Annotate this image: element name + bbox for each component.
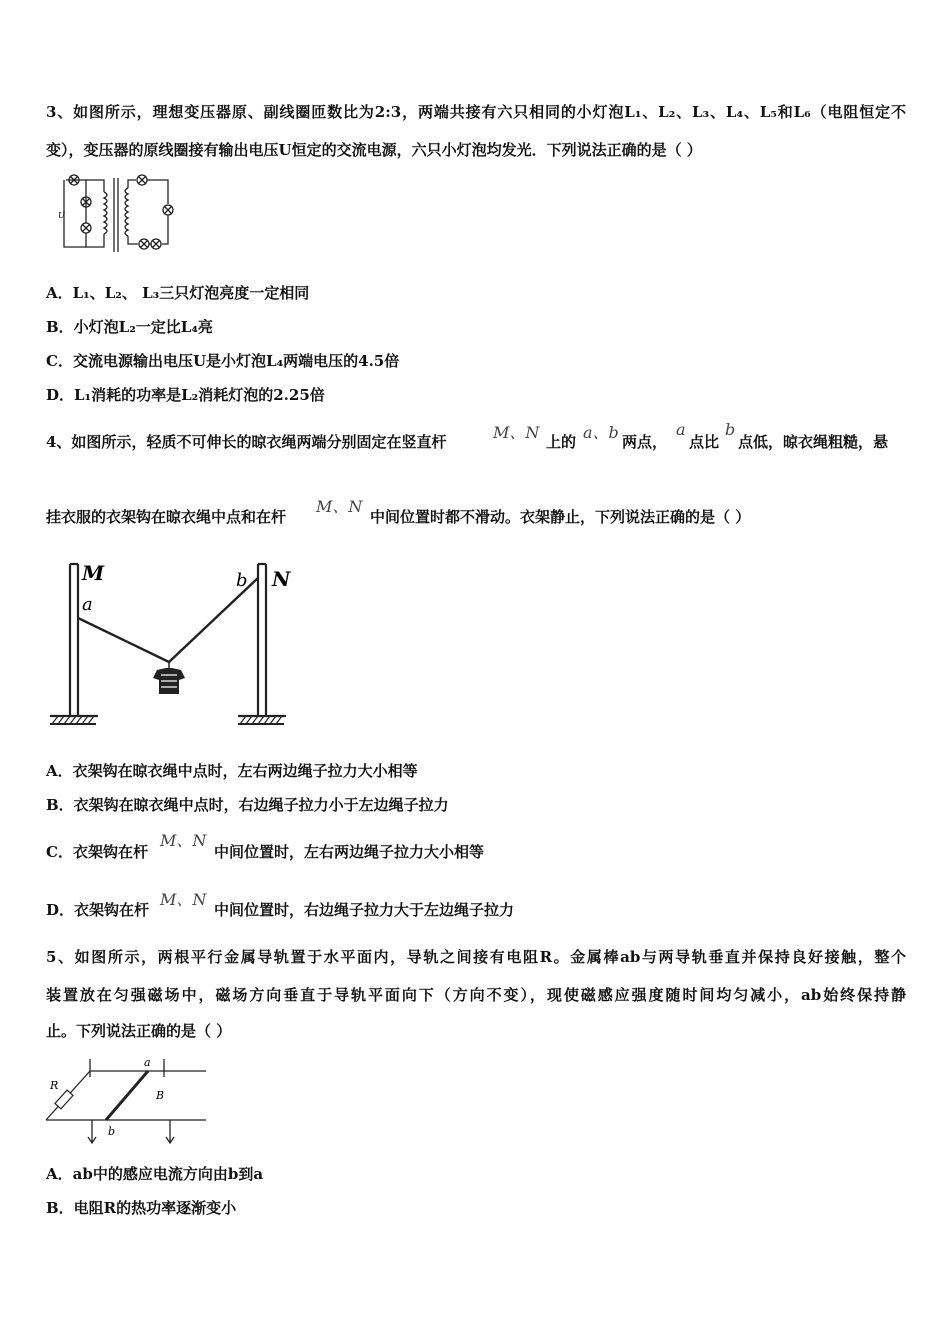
q4-option-a: A．衣架钩在晾衣绳中点时，左右两边绳子拉力大小相等 xyxy=(46,762,418,780)
q4-option-b: B．衣架钩在晾衣绳中点时，右边绳子拉力小于左边绳子拉力 xyxy=(46,796,449,814)
q5-option-b: B．电阻R的热功率逐渐变小 xyxy=(46,1199,237,1217)
q4-var-mn-4: M、N xyxy=(160,890,207,909)
q4-var-b: b xyxy=(725,420,736,439)
label-a5: a xyxy=(144,1056,151,1069)
label-u: U xyxy=(58,211,65,220)
q4-option-c-a: C．衣架钩在杆 xyxy=(46,843,148,861)
q4-var-a: a xyxy=(676,420,686,439)
q3-option-c: C．交流电源输出电压U是小灯泡L₄两端电压的4.5倍 xyxy=(46,352,400,370)
q4-option-d-b: 中间位置时，右边绳子拉力大于左边绳子拉力 xyxy=(214,901,515,919)
q4-stem-line1-b: 上的 xyxy=(546,433,577,451)
shirt-icon xyxy=(153,662,185,694)
q3-option-b: B．小灯泡L₂一定比L₄亮 xyxy=(46,318,213,336)
q4-var-ab: a、b xyxy=(583,423,619,442)
label-b: b xyxy=(236,570,248,591)
q4-option-c-b: 中间位置时，左右两边绳子拉力大小相等 xyxy=(214,843,485,861)
q3-stem-line2: 变），变压器的原线圈接有输出电压U恒定的交流电源，六只小灯泡均发光．下列说法正确的是（ ） xyxy=(46,141,702,159)
resistor-icon xyxy=(55,1090,73,1109)
q4-stem-line1-c: 两点， xyxy=(622,433,668,451)
q3-transformer-diagram xyxy=(56,172,186,254)
q4-stem-line1-a: 4、如图所示，轻质不可伸长的晾衣绳两端分别固定在竖直杆 xyxy=(46,433,447,451)
label-r: R xyxy=(50,1079,59,1092)
q5-stem-line1: 5、如图所示，两根平行金属导轨置于水平面内，导轨之间接有电阻R。金属棒ab与两导轨垂直并保持良好接触，整个 xyxy=(46,948,906,966)
label-field-b: B xyxy=(156,1089,165,1102)
q4-stem-line2-b: 中间位置时都不滑动。衣架静止，下列说法正确的是（ ） xyxy=(370,508,751,526)
q4-var-mn-2: M、N xyxy=(316,497,363,516)
q4-clothesline-diagram xyxy=(46,558,296,733)
q3-stem-line1: 3、如图所示，理想变压器原、副线圈匝数比为2:3，两端共接有六只相同的小灯泡L₁、L₂、L₃、L₄、L₅和L₆（电阻恒定不 xyxy=(46,103,906,121)
label-m: M xyxy=(82,561,105,585)
q4-var-mn: M、N xyxy=(493,423,540,442)
q4-stem-line2-a: 挂衣服的衣架钩在晾衣绳中点和在杆 xyxy=(46,508,287,526)
q5-option-a: A．ab中的感应电流方向由b到a xyxy=(46,1165,264,1183)
label-a: a xyxy=(82,594,93,615)
q5-stem-line2: 装置放在匀强磁场中，磁场方向垂直于导轨平面向下（方向不变），现使磁感应强度随时间均匀减小，ab始终保持静 xyxy=(46,986,906,1004)
q5-rails-diagram xyxy=(44,1055,214,1145)
q4-var-mn-3: M、N xyxy=(160,831,207,850)
q3-option-d: D．L₁消耗的功率是L₂消耗灯泡的2.25倍 xyxy=(46,386,325,404)
q4-stem-line1-e: 点低，晾衣绳粗糙，悬 xyxy=(738,433,889,451)
q4-stem-line1-d: 点比 xyxy=(689,433,720,451)
q3-option-a: A．L₁、L₂、 L₃三只灯泡亮度一定相同 xyxy=(46,284,310,302)
q5-stem-line3: 止。下列说法正确的是（ ） xyxy=(46,1022,232,1040)
label-b5: b xyxy=(108,1125,116,1138)
label-n: N xyxy=(272,567,291,591)
q4-option-d-a: D．衣架钩在杆 xyxy=(46,901,150,919)
